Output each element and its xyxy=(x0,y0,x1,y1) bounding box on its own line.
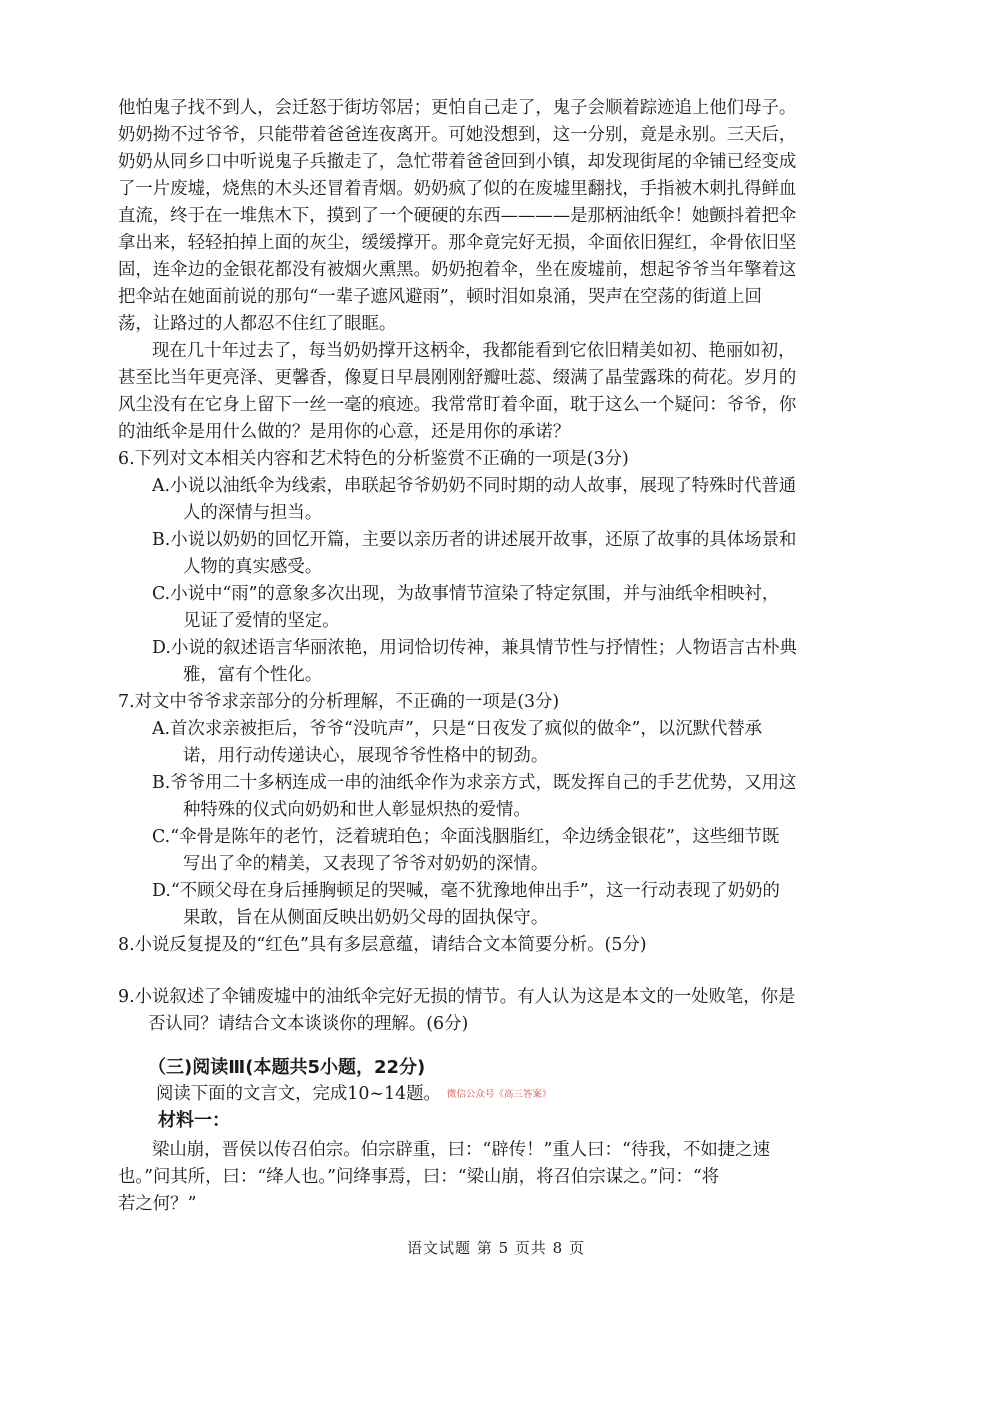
option-c: 写出了伞的精美，又表现了爷爷对奶奶的深情。 xyxy=(183,854,549,874)
story-line: 奶奶拗不过爷爷，只能带着爸爸连夜离开。可她没想到，这一分别，竟是永别。三天后， xyxy=(118,125,797,145)
story-line: 拿出来，轻轻拍掉上面的灰尘，缓缓撑开。那伞竟完好无损，伞面依旧猩红，伞骨依旧坚 xyxy=(118,233,797,253)
story-line: 荡，让路过的人都忍不住红了眼眶。 xyxy=(118,314,397,334)
question-stem: 否认同？请结合文本谈谈你的理解。(6分) xyxy=(148,1014,469,1034)
story-line: 把伞站在她面前说的那句“一辈子遮风避雨”，顿时泪如泉涌，哭声在空荡的街道上回 xyxy=(118,287,762,307)
option-c: C.“伞骨是陈年的老竹，泛着琥珀色；伞面浅胭脂红，伞边绣金银花”，这些细节既 xyxy=(152,827,780,847)
section-instruction xyxy=(156,1081,551,1108)
option-a: A.小说以油纸伞为线索，串联起爷爷奶奶不同时期的动人故事，展现了特殊时代普通 xyxy=(152,476,797,496)
option-a: A.首次求亲被拒后，爷爷“没吭声”，只是“日夜发了疯似的做伞”，以沉默代替承 xyxy=(152,719,763,739)
page-footer: 语文试题 第 5 页共 8 页 xyxy=(407,1239,585,1257)
classical-text-line: 梁山崩，晋侯以传召伯宗。伯宗辟重，曰：“辟传！”重人曰：“待我，不如捷之速 xyxy=(152,1140,770,1160)
option-d: D.“不顾父母在身后捶胸顿足的哭喊，毫不犹豫地伸出手”，这一行动表现了奶奶的 xyxy=(152,881,780,901)
option-a: 人的深情与担当。 xyxy=(183,503,323,523)
question-stem: 7.对文中爷爷求亲部分的分析理解，不正确的一项是(3分) xyxy=(118,692,560,712)
watermark: 微信公众号《高三答案》 xyxy=(446,1089,552,1100)
option-b: 人物的真实感受。 xyxy=(183,557,323,577)
story-line: 风尘没有在它身上留下一丝一毫的痕迹。我常常盯着伞面，耽于这么一个疑问：爷爷，你 xyxy=(118,395,797,415)
classical-text-line: 也。”问其所，曰：“绛人也。”问绛事焉，曰：“梁山崩，将召伯宗谋之。”问：“将 xyxy=(118,1167,720,1187)
story-line: 甚至比当年更亮泽、更馨香，像夏日早晨刚刚舒瓣吐蕊、缀满了晶莹露珠的荷花。岁月的 xyxy=(118,368,797,388)
question-stem: 9.小说叙述了伞铺废墟中的油纸伞完好无损的情节。有人认为这是本文的一处败笔，你是 xyxy=(118,987,796,1007)
option-d: 果敢，旨在从侧面反映出奶奶父母的固执保守。 xyxy=(183,908,549,928)
story-line: 直流，终于在一堆焦木下，摸到了一个硬硬的东西————是那柄油纸伞！她颤抖着把伞 xyxy=(118,206,797,226)
option-d: 雅，富有个性化。 xyxy=(183,665,323,685)
instruction-text: 阅读下面的文言文，完成10~14题。 xyxy=(156,1084,441,1104)
story-line: 固，连伞边的金银花都没有被烟火熏黑。奶奶抱着伞，坐在废墟前，想起爷爷当年擎着这 xyxy=(118,260,797,280)
question-stem: 6.下列对文本相关内容和艺术特色的分析鉴赏不正确的一项是(3分) xyxy=(118,449,629,469)
option-b: 种特殊的仪式向奶奶和世人彰显炽热的爱情。 xyxy=(183,800,531,820)
option-a: 诺，用行动传递诀心，展现爷爷性格中的韧劲。 xyxy=(183,746,549,766)
option-d: D.小说的叙述语言华丽浓艳，用词恰切传神，兼具情节性与抒情性；人物语言古朴典 xyxy=(152,638,797,658)
option-c: C.小说中“雨”的意象多次出现，为故事情节渲染了特定氛围，并与油纸伞相映衬， xyxy=(152,584,780,604)
classical-text-line: 若之何？” xyxy=(118,1194,197,1214)
option-b: B.小说以奶奶的回忆开篇，主要以亲历者的讲述展开故事，还原了故事的具体场景和 xyxy=(152,530,797,550)
story-line: 他怕鬼子找不到人，会迁怒于街坊邻居；更怕自己走了，鬼子会顺着踪迹追上他们母子。 xyxy=(118,98,797,118)
story-line: 了一片废墟，烧焦的木头还冒着青烟。奶奶疯了似的在废墟里翻找，手指被木刺扎得鲜血 xyxy=(118,179,797,199)
question-stem: 8.小说反复提及的“红色”具有多层意蕴，请结合文本简要分析。(5分) xyxy=(118,935,647,955)
section-heading: （三)阅读Ⅲ(本题共5小题，22分) xyxy=(148,1057,426,1078)
story-line: 的油纸伞是用什么做的？是用你的心意，还是用你的承诺？ xyxy=(118,422,571,442)
story-line: 现在几十年过去了，每当奶奶撑开这柄伞，我都能看到它依旧精美如初、艳丽如初， xyxy=(152,341,796,361)
option-c: 见证了爱情的坚定。 xyxy=(183,611,340,631)
story-line: 奶奶从同乡口中听说鬼子兵撤走了，急忙带着爸爸回到小镇，却发现街尾的伞铺已经变成 xyxy=(118,152,797,172)
option-b: B.爷爷用二十多柄连成一串的油纸伞作为求亲方式，既发挥自己的手艺优势，又用这 xyxy=(152,773,797,793)
material-label: 材料一： xyxy=(158,1110,230,1131)
